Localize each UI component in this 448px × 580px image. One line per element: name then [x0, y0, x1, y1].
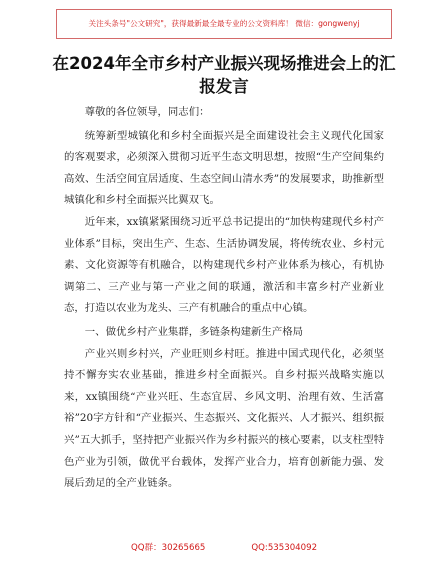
document-title: 在2024年全市乡村产业振兴现场推进会上的汇报发言: [52, 54, 396, 96]
footer-contact: [0, 541, 448, 553]
qq-text: QQ:535304092: [251, 543, 318, 553]
section-heading: 一、做优乡村产业集群，多链条构建新生产格局: [84, 325, 303, 338]
promo-banner: 关注头条号"公文研究"，获得最新最全最专业的公文资料库！ 微信：gongwenyj: [56, 9, 392, 39]
salutation: 尊敬的各位领导，同志们：: [84, 106, 210, 118]
paragraph: 产业兴则乡村兴，产业旺则乡村旺。推进中国式现代化，必须坚持不懈夯实农业基础，推进乡村全面振兴。自乡村振兴战略实施以来，xx镇围绕“产业兴旺、生态宜居、乡风文明、治理有效、生活富裕”20字方针和“产业振兴、生态振兴、文化振兴、人才振兴、组织振兴”五大抓手，坚持把产业振兴作为乡村振兴的核心要素，以支柱型特色产业为引领，做优平台载体，发挥产业合力，培育创新能力强、发展后劲足的全产业链条。: [64, 347, 384, 490]
paragraph: 统筹新型城镇化和乡村全面振兴是全面建设社会主义现代化国家的客观要求，必须深入贯彻习近平生态文明思想，按照“生产空间集约高效、生活空间宜居适度、生态空间山清水秀”的发展要求，助推新型城镇化和乡村全面振兴比翼双飞。: [64, 129, 384, 207]
paragraph: 近年来，xx镇紧紧围绕习近平总书记提出的“加快构建现代乡村产业体系”目标，突出生产、生态、生活协调发展，将传统农业、乡村元素、文化资源等有机融合，以构建现代乡村产业体系为核心，有机协调第二、三产业与第一产业之间的联通，激活和丰富乡村产业新业态，打造以农业为龙头、三产有机融合的重点中心镇。: [64, 215, 384, 315]
document-body: [64, 102, 384, 495]
qq-group-text: QQ群：30265665: [130, 543, 206, 553]
